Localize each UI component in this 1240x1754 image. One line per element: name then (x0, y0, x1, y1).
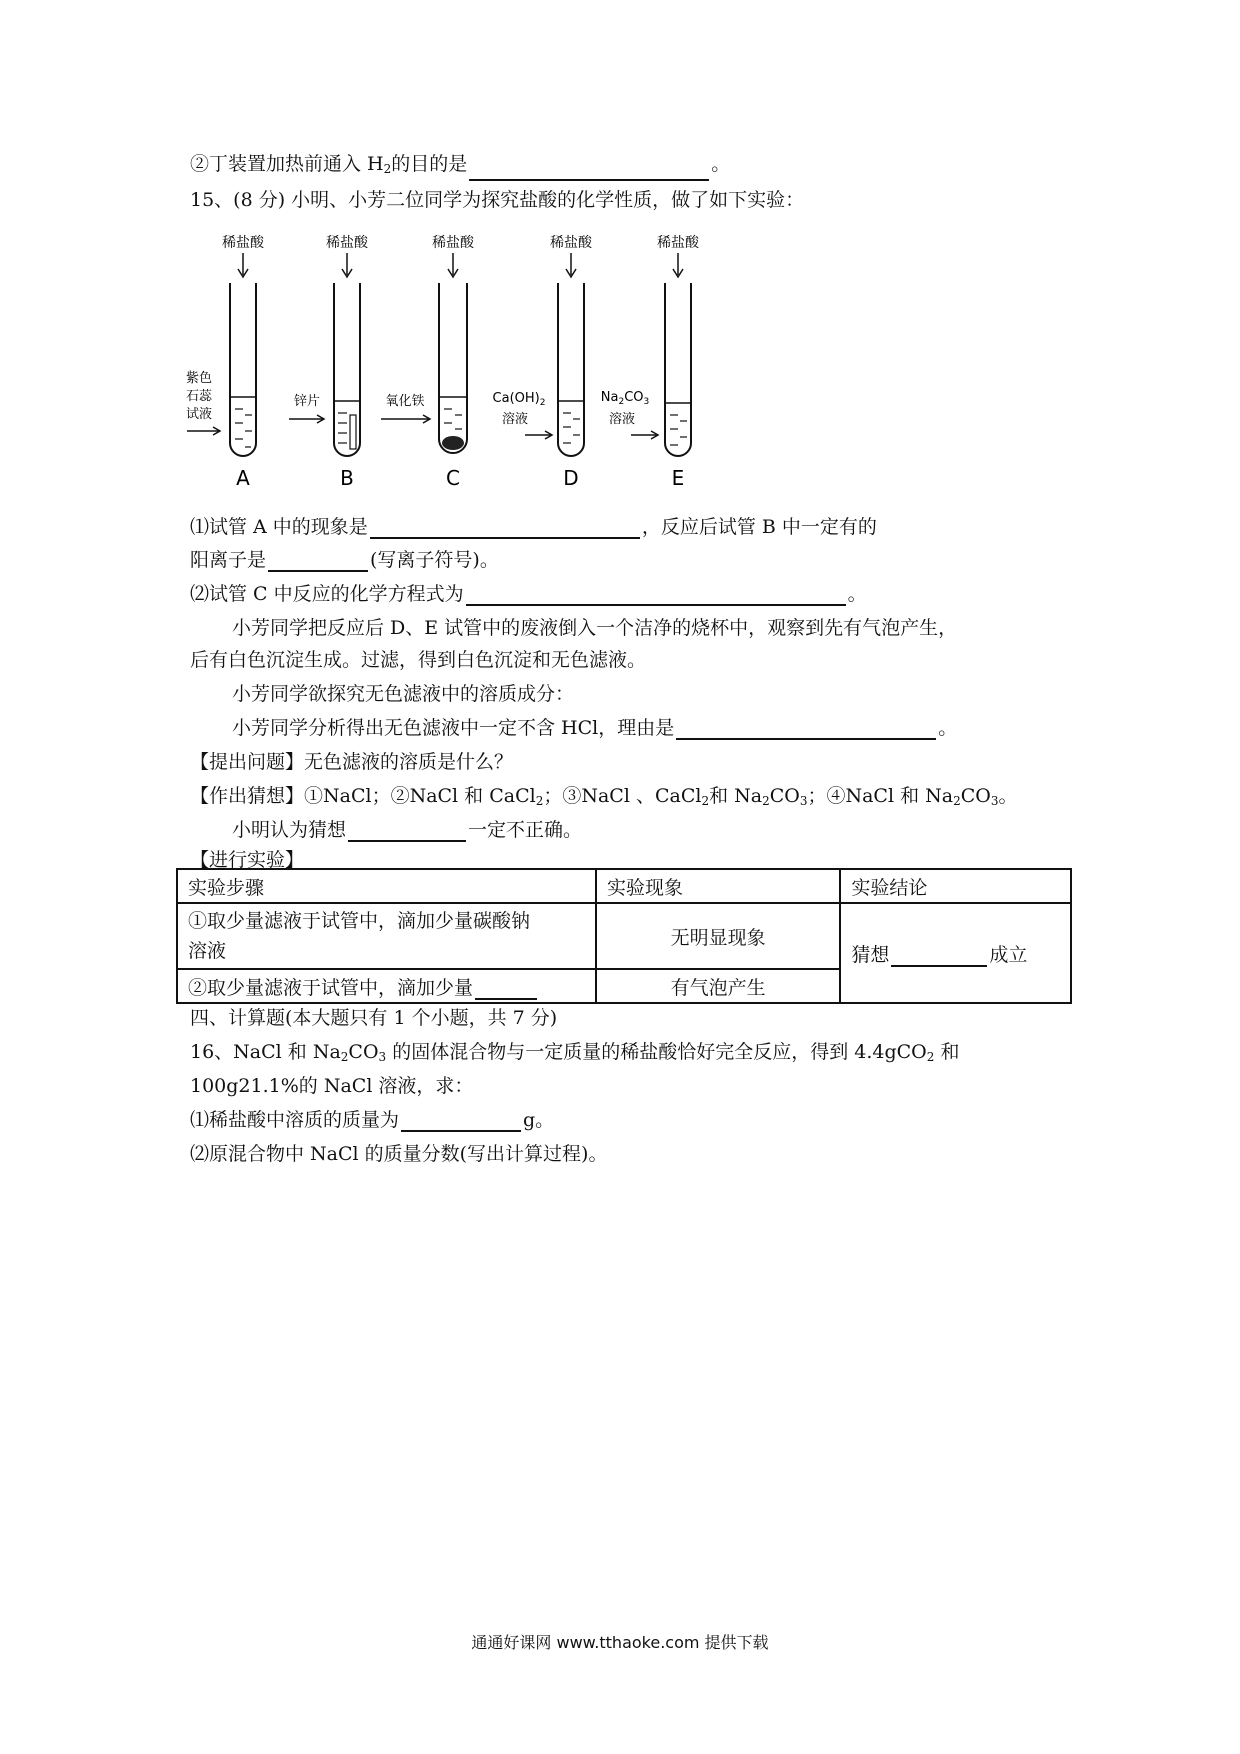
table-header: 实验步骤 (177, 869, 596, 903)
section-heading: 四、计算题(本大题只有 1 个小题，共 7 分) (190, 1007, 558, 1029)
tube-d (493, 234, 593, 490)
table-header: 实验现象 (596, 869, 840, 903)
answer-blank[interactable] (676, 718, 936, 740)
step-cell: ①取少量滤液于试管中，滴加少量碳酸钠 溶液 (177, 903, 596, 969)
acid-label: 稀盐酸 (326, 235, 368, 251)
tube-e (601, 234, 700, 490)
acid-label: 稀盐酸 (432, 235, 474, 251)
tube-letter: D (563, 466, 579, 490)
tube-letter: B (340, 466, 354, 490)
table-row (177, 903, 1071, 969)
answer-blank[interactable] (891, 945, 987, 967)
answer-blank[interactable] (475, 978, 537, 1000)
test-tubes-figure (185, 225, 725, 495)
tube-letter: E (671, 466, 685, 490)
reagent-label: $Ca(OH)_2$ (492, 391, 546, 408)
reagent-label: 试液 (185, 407, 213, 422)
reagent-label: 石蕊 (185, 389, 213, 404)
paragraph: 后有白色沉淀生成。过滤，得到白色沉淀和无色滤液。 (190, 649, 647, 671)
tube-b (289, 234, 369, 490)
answer-blank[interactable] (348, 820, 466, 842)
tube-c (381, 234, 475, 490)
answer-blank[interactable] (469, 159, 709, 181)
table-header-row (177, 869, 1071, 903)
q15-sub1: ⑴试管 A 中的现象是 ，反应后试管 B 中一定有的 (190, 516, 877, 538)
q16-sub2: ⑵原混合物中 NaCl 的质量分数(写出计算过程)。 (190, 1143, 608, 1165)
phenomenon-cell: 有气泡产生 (596, 969, 840, 1003)
q14-part2: ②丁装置加热前通入 $H_2$的目的是 。 (190, 152, 730, 181)
reagent-label: 氧化铁 (385, 394, 425, 409)
q15-sub1-cont: 阳离子是 (写离子符号)。 (190, 549, 499, 571)
tube-letter: A (236, 466, 250, 490)
answer-blank[interactable] (370, 517, 640, 539)
question-line: 【提出问题】无色滤液的溶质是什么？ (190, 751, 514, 773)
phenomenon-cell: 无明显现象 (596, 903, 840, 969)
q15-header: 15、(8 分) 小明、小芳二位同学为探究盐酸的化学性质，做了如下实验： (190, 189, 805, 211)
reagent-label: 溶液 (501, 412, 529, 427)
answer-blank[interactable] (401, 1110, 521, 1132)
tube-letter: C (446, 466, 460, 490)
page-footer: 通通好课网 www.tthaoke.com 提供下载 (471, 1633, 769, 1652)
paragraph: 小芳同学分析得出无色滤液中一定不含 HCl，理由是 。 (232, 717, 958, 739)
experiment-heading: 【进行实验】 (190, 849, 305, 871)
table-header: 实验结论 (840, 869, 1071, 903)
paragraph: 小芳同学欲探究无色滤液中的溶质成分： (232, 683, 575, 705)
acid-label: 稀盐酸 (550, 235, 592, 251)
answer-blank[interactable] (466, 584, 846, 606)
conclusion-cell: 猜想 成立 (840, 903, 1071, 1003)
reagent-label: 紫色 (185, 371, 213, 386)
q15-sub2: ⑵试管 C 中反应的化学方程式为 。 (190, 583, 867, 605)
guess-line: 【作出猜想】①NaCl；②NaCl 和 CaCl$_2$；③NaCl 、CaCl$_2$和 $Na_2CO_3$；④NaCl 和 $Na_2CO_3$。 (190, 785, 1018, 808)
q16-sub1: ⑴稀盐酸中溶质的质量为 g。 (190, 1109, 555, 1131)
q16-line1: 16、NaCl 和 $Na_2CO_3$ 的固体混合物与一定质量的稀盐酸恰好完全反应，得到 4.4gCO$_2$ 和 (190, 1041, 960, 1064)
experiment-table (176, 868, 1072, 1004)
tube-a (186, 234, 265, 490)
acid-label: 稀盐酸 (657, 235, 699, 251)
answer-blank[interactable] (268, 550, 368, 572)
reagent-label: 锌片 (293, 394, 321, 409)
q16-line2: 100g21.1%的 NaCl 溶液，求： (190, 1075, 474, 1097)
reagent-label: $Na_2CO_3$ (600, 390, 650, 407)
reagent-label: 溶液 (608, 412, 636, 427)
paragraph: 小芳同学把反应后 D、E 试管中的废液倒入一个洁净的烧杯中，观察到先有气泡产生， (232, 617, 958, 639)
step-cell: ②取少量滤液于试管中，滴加少量 (177, 969, 596, 1003)
xiaoming-line: 小明认为猜想 一定不正确。 (232, 819, 583, 841)
acid-label: 稀盐酸 (222, 235, 264, 251)
